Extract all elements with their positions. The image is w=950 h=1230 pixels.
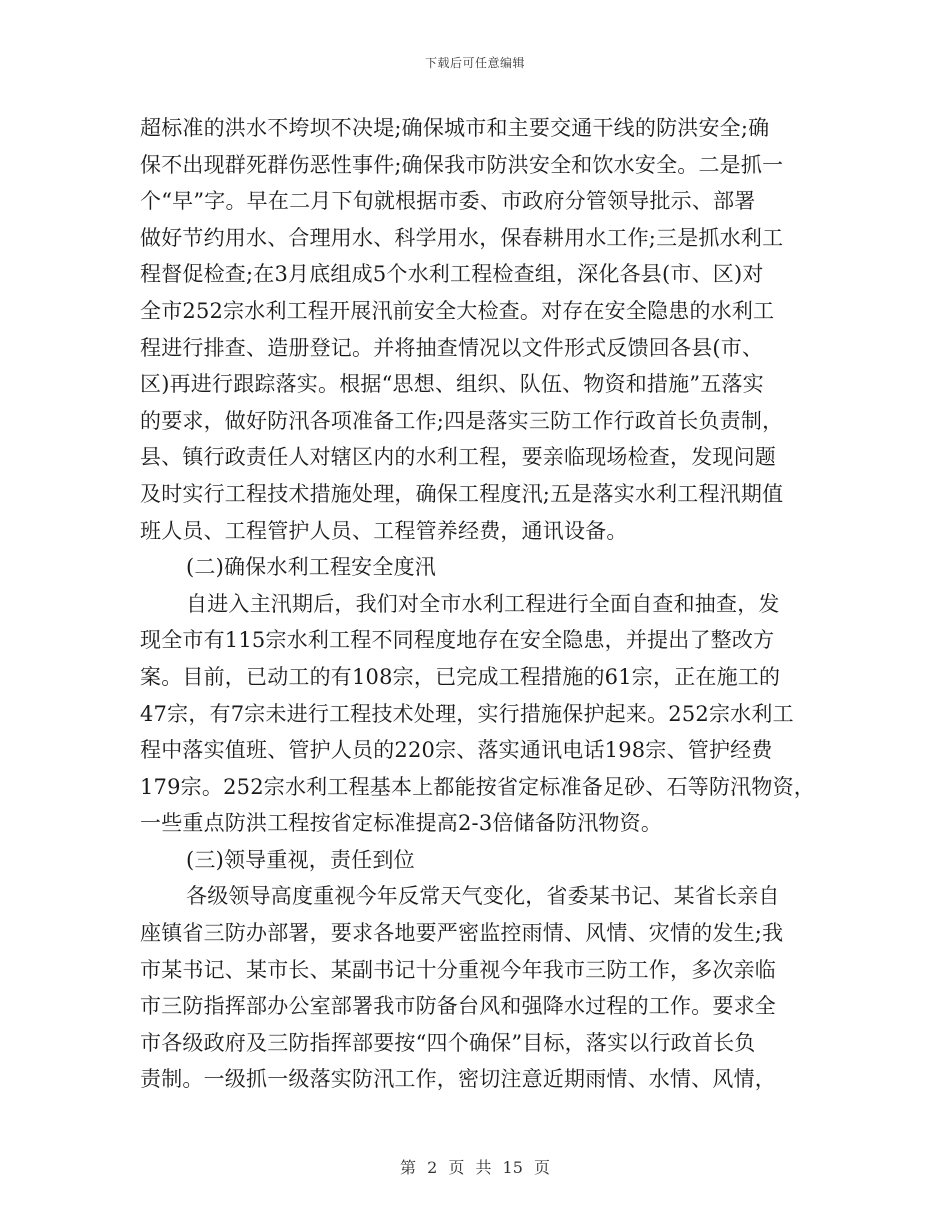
body-line: 各级领导高度重视今年反常天气变化，省委某书记、某省长亲自 <box>186 884 780 909</box>
body-line: 及时实行工程技术措施处理，确保工程度汛;五是落实水利工程汛期值 <box>140 481 784 506</box>
body-line: 现全市有115宗水利工程不同程度地存在安全隐患，并提出了整改方 <box>140 628 775 653</box>
section-heading: (二)确保水利工程安全度汛 <box>186 555 436 580</box>
body-line: 一些重点防洪工程按省定标准提高2-3倍储备防汛物资。 <box>140 811 663 836</box>
body-line: 案。目前，已动工的有108宗，已完成工程措施的61宗，正在施工的 <box>140 664 781 689</box>
body-line: 市三防指挥部办公室部署我市防备台风和强降水过程的工作。要求全 <box>140 994 776 1019</box>
body-line: 个“早”字。早在二月下旬就根据市委、市政府分管领导批示、部署 <box>140 189 756 214</box>
body-line: 自进入主汛期后，我们对全市水利工程进行全面自查和抽查，发 <box>186 591 780 616</box>
body-line: 班人员、工程管护人员、工程管养经费，通讯设备。 <box>140 518 628 543</box>
body-line: 保不出现群死群伤恶性事件;确保我市防洪安全和饮水安全。二是抓一 <box>140 152 784 177</box>
page-number: 第 2 页 共 15 页 <box>400 1158 550 1177</box>
body-line: 座镇省三防办部署，要求各地要严密监控雨情、风情、灾情的发生;我 <box>140 921 784 946</box>
body-line: 全市252宗水利工程开展汛前安全大检查。对存在安全隐患的水利工 <box>140 298 775 323</box>
page-header-note: 下载后可任意编辑 <box>424 56 525 70</box>
body-line: 区)再进行跟踪落实。根据“思想、组织、队伍、物资和措施”五落实 <box>140 372 764 397</box>
body-line: 市各级政府及三防指挥部要按“四个确保”目标，落实以行政首长负 <box>140 1030 756 1055</box>
body-line: 责制。一级抓一级落实防汛工作，密切注意近期雨情、水情、风情， <box>140 1067 776 1092</box>
body-line: 47宗，有7宗未进行工程技术处理，实行措施保护起来。252宗水利工 <box>140 701 794 726</box>
body-line: 程中落实值班、管护人员的220宗、落实通讯电话198宗、管护经费 <box>140 738 773 763</box>
body-line: 程进行排查、造册登记。并将抽查情况以文件形式反馈回各县(市、 <box>140 335 764 360</box>
body-line: 超标准的洪水不垮坝不决堤;确保城市和主要交通干线的防洪安全;确 <box>140 116 770 140</box>
body-line: 市某书记、某市长、某副书记十分重视今年我市三防工作，多次亲临 <box>140 957 776 982</box>
body-line: 程督促检查;在3月底组成5个水利工程检查组，深化各县(市、区)对 <box>140 262 764 287</box>
body-line: 做好节约用水、合理用水、科学用水，保春耕用水工作;三是抓水利工 <box>140 225 784 250</box>
section-heading: (三)领导重视，责任到位 <box>186 847 415 872</box>
document-body <box>140 110 815 1098</box>
body-line: 179宗。252宗水利工程基本上都能按省定标准备足砂、石等防汛物资， <box>140 774 815 799</box>
body-line: 的要求，做好防汛各项准备工作;四是落实三防工作行政首长负责制， <box>140 408 784 433</box>
body-line: 县、镇行政责任人对辖区内的水利工程，要亲临现场检查，发现问题 <box>140 445 776 470</box>
